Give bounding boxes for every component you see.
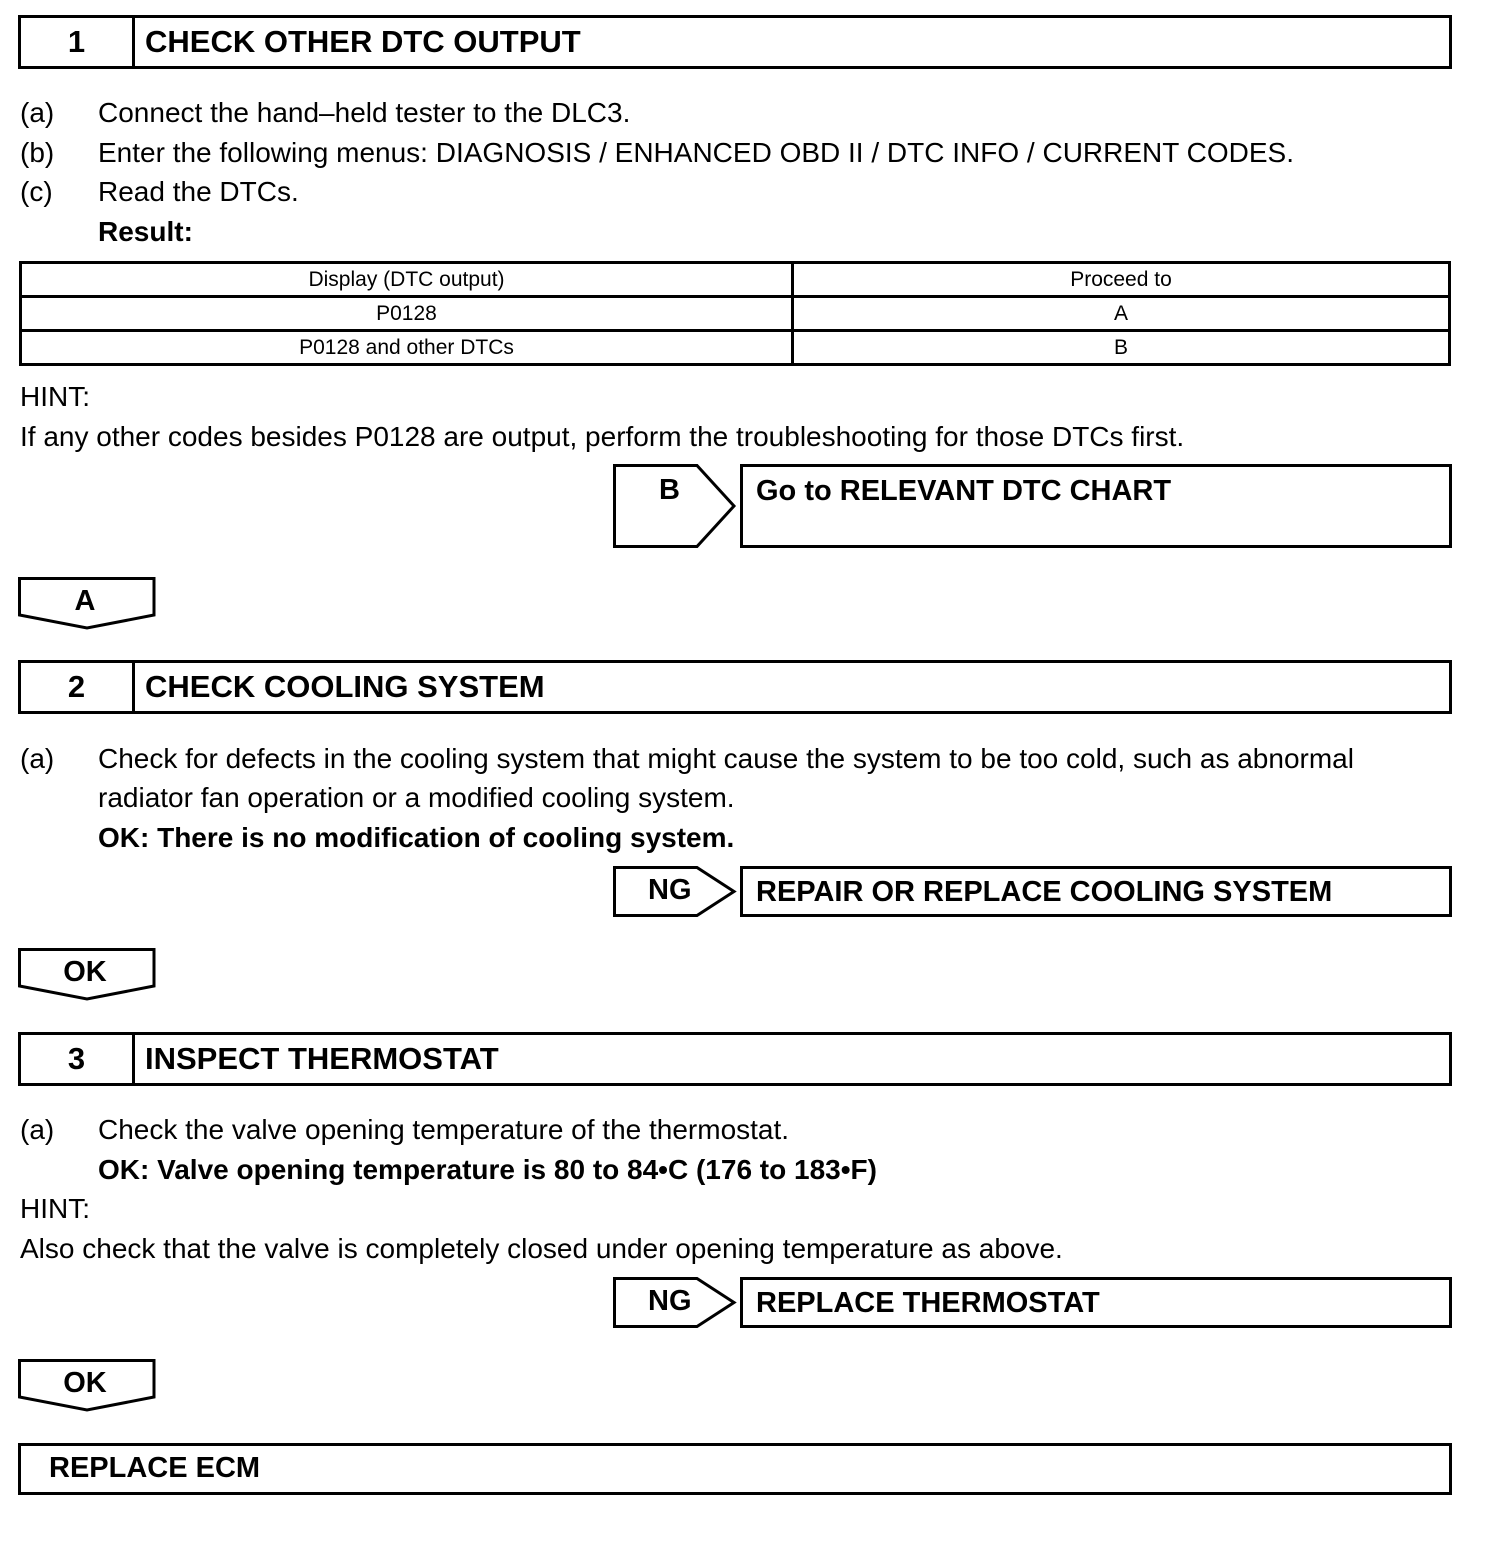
item-label: (b) <box>20 137 55 168</box>
table-cell: A <box>793 297 1450 331</box>
table-cell: P0128 <box>21 297 793 331</box>
item-text: Read the DTCs. <box>98 176 299 207</box>
final-action-box <box>18 1443 1452 1495</box>
table-header-row <box>21 263 1450 297</box>
branch-tag-label: B <box>659 474 680 506</box>
step-3-ok-text: OK: Valve opening temperature is 80 to 84•C (176 to 183•F) <box>98 1154 877 1185</box>
step-2-title: CHECK COOLING SYSTEM <box>145 669 545 704</box>
branch-tag-ng <box>613 866 737 917</box>
branch-result-box: REPLACE THERMOSTAT <box>740 1277 1452 1328</box>
column-header: Proceed to <box>793 263 1450 297</box>
step-1-number: 1 <box>21 18 135 66</box>
step-2-header <box>18 660 1452 714</box>
step-2-number: 2 <box>21 663 135 711</box>
result-label: Result: <box>98 216 193 247</box>
item-text: Check for defects in the cooling system that might cause the system to be too cold, such as abnormal <box>98 743 1354 774</box>
step-3-title: INSPECT THERMOSTAT <box>145 1041 499 1076</box>
branch-result-box: Go to RELEVANT DTC CHART <box>740 464 1452 548</box>
hint-text: If any other codes besides P0128 are output, perform the troubleshooting for those DTCs first. <box>20 421 1185 452</box>
table-row <box>21 331 1450 365</box>
branch-tag-label: NG <box>648 1285 692 1317</box>
step-3-number: 3 <box>21 1035 135 1083</box>
hint-text: Also check that the valve is completely closed under opening temperature as above. <box>20 1233 1063 1264</box>
step-2-item-a-line2: radiator fan operation or a modified cooling system. <box>98 782 735 813</box>
result-table <box>19 261 1451 366</box>
branch-tag-b <box>613 464 737 548</box>
item-label: (a) <box>20 97 55 128</box>
step-1-title: CHECK OTHER DTC OUTPUT <box>145 24 581 59</box>
table-row <box>21 297 1450 331</box>
hint-label: HINT: <box>20 381 90 412</box>
branch-tag-label: NG <box>648 874 692 906</box>
branch-result-box: REPAIR OR REPLACE COOLING SYSTEM <box>740 866 1452 917</box>
step-2-ok-text: OK: There is no modification of cooling system. <box>98 822 735 853</box>
item-text: Enter the following menus: DIAGNOSIS / ENHANCED OBD II / DTC INFO / CURRENT CODES. <box>98 137 1294 168</box>
item-label: (a) <box>20 1114 55 1145</box>
item-label: (c) <box>20 176 53 207</box>
next-tag-label: OK <box>63 1367 107 1399</box>
next-tag-ok <box>18 948 156 1002</box>
branch-tag-ng <box>613 1277 737 1328</box>
next-tag-ok <box>18 1359 156 1413</box>
item-text: Check the valve opening temperature of the thermostat. <box>98 1114 790 1145</box>
item-text: Connect the hand–held tester to the DLC3. <box>98 97 631 128</box>
next-tag-label: A <box>74 585 96 617</box>
item-label: (a) <box>20 743 55 774</box>
next-tag-a <box>18 577 156 631</box>
final-action-title: REPLACE ECM <box>49 1452 261 1484</box>
column-header: Display (DTC output) <box>21 263 793 297</box>
table-cell: P0128 and other DTCs <box>21 331 793 365</box>
hint-label: HINT: <box>20 1193 90 1224</box>
step-1-header <box>18 15 1452 69</box>
table-cell: B <box>793 331 1450 365</box>
next-tag-label: OK <box>63 956 107 988</box>
step-3-header <box>18 1032 1452 1086</box>
